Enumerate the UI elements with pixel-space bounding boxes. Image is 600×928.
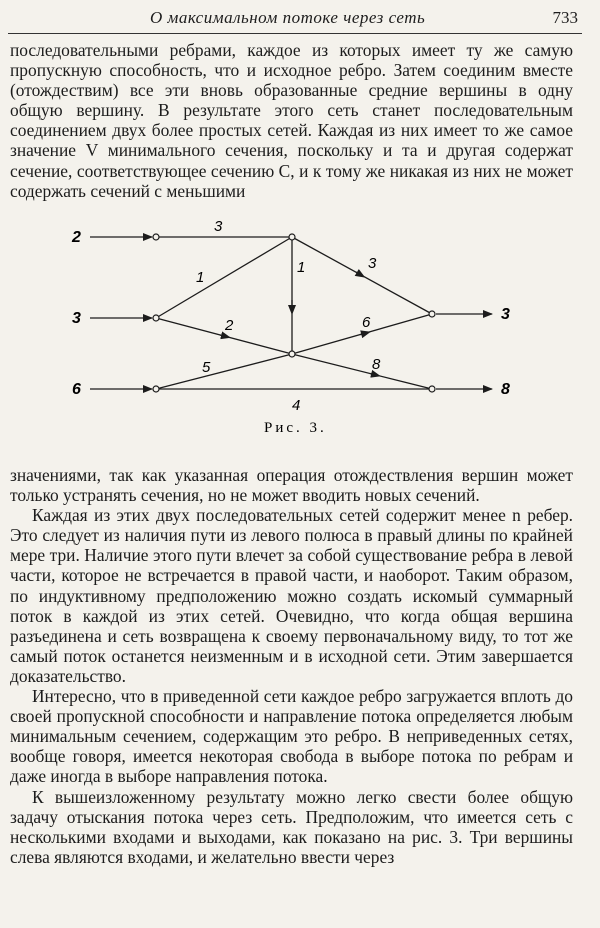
edge-label-middle-right-down: 8	[372, 356, 381, 373]
paragraph: К вышеизложенному результату можно легко свести более общую задачу отыскания потока через сеть. Предположим, что имеется сеть с несколькими входами и выходами, как показано на рис. 3. Три вершины слева являются входами, и желательно ввести через	[10, 786, 573, 867]
edge-left-up	[156, 237, 292, 318]
output-label: 3	[501, 306, 510, 323]
text-block-top	[10, 40, 573, 201]
input-label: 2	[72, 229, 81, 246]
paragraph: Интересно, что в приведенной сети каждое ребро загружается вплоть до своей пропускной способности и направление потока определяется любым минимальным сечением, содержащим это ребро. В неприведенных сетях, вообще говоря, имеется некоторая свобода в выборе потока по ребрам и даже иногда в выборе направления потока.	[10, 686, 573, 787]
input-label: 6	[72, 381, 81, 398]
header-rule	[8, 33, 582, 34]
page-number: 733	[552, 8, 578, 27]
paragraph: значениями, так как указанная операция отождествления вершин может только устранять сечения, но не может вводить новых сечений.	[10, 465, 573, 506]
edge-bottom-left-up	[156, 354, 292, 389]
network-diagram	[60, 214, 540, 444]
node-g	[429, 386, 435, 392]
node-d	[289, 234, 295, 240]
node-b	[153, 315, 159, 321]
paragraph: последовательными ребрами, каждое из которых имеет ту же самую пропускную способность, что и исходное ребро. Затем соединим вместе (отождествим) все эти вновь образованные средние вершины в одну общую вершину. В результате этого сеть станет последовательным соединением двух более простых сетей. Каждая из них имеет то же самое значение V минимального сечения, поскольку и та и другая содержат сечение, соответствующее сечению C, и к тому же никакая из них не может содержать сечений с меньшими	[10, 40, 573, 201]
edge-middle-right-down	[292, 354, 432, 389]
input-label: 3	[72, 310, 81, 327]
node-c	[153, 386, 159, 392]
edge-label-bottom-left-up: 5	[202, 359, 211, 376]
edge-label-vertical: 1	[297, 259, 306, 276]
edge-label-left-up: 1	[196, 269, 205, 286]
edge-label-right-up: 3	[368, 255, 377, 272]
node-f	[429, 311, 435, 317]
node-a	[153, 234, 159, 240]
edge-label-bottom: 4	[292, 397, 301, 414]
edge-label-top: 3	[214, 218, 223, 235]
figure-caption: Рис. 3.	[264, 420, 327, 436]
node-e	[289, 351, 295, 357]
edge-right-up	[292, 237, 432, 314]
figure-network	[60, 214, 540, 444]
running-head: О максимальном потоке через сеть	[150, 8, 426, 27]
output-label: 8	[501, 381, 510, 398]
edge-label-middle-right-up: 6	[362, 314, 371, 331]
text-block-bottom	[10, 465, 573, 867]
edge-label-left-down: 2	[225, 317, 234, 334]
page-header	[0, 0, 600, 34]
paragraph: Каждая из этих двух последовательных сетей содержит менее n ребер. Это следует из наличия пути из левого полюса в правый длины по крайней мере три. Наличие этого пути влечет за собой существование ребра в левой части, которое не встречается в правой части, и наоборот. Таким образом, по индуктивному предположению можно создать искомый суммарный поток в каждой из этих сетей. Очевидно, что когда общая вершина разъединена и сеть возвращена к своему первоначальному виду, то тот же самый поток останется неизменным и в исходной сети. Этим завершается доказательство.	[10, 505, 573, 686]
